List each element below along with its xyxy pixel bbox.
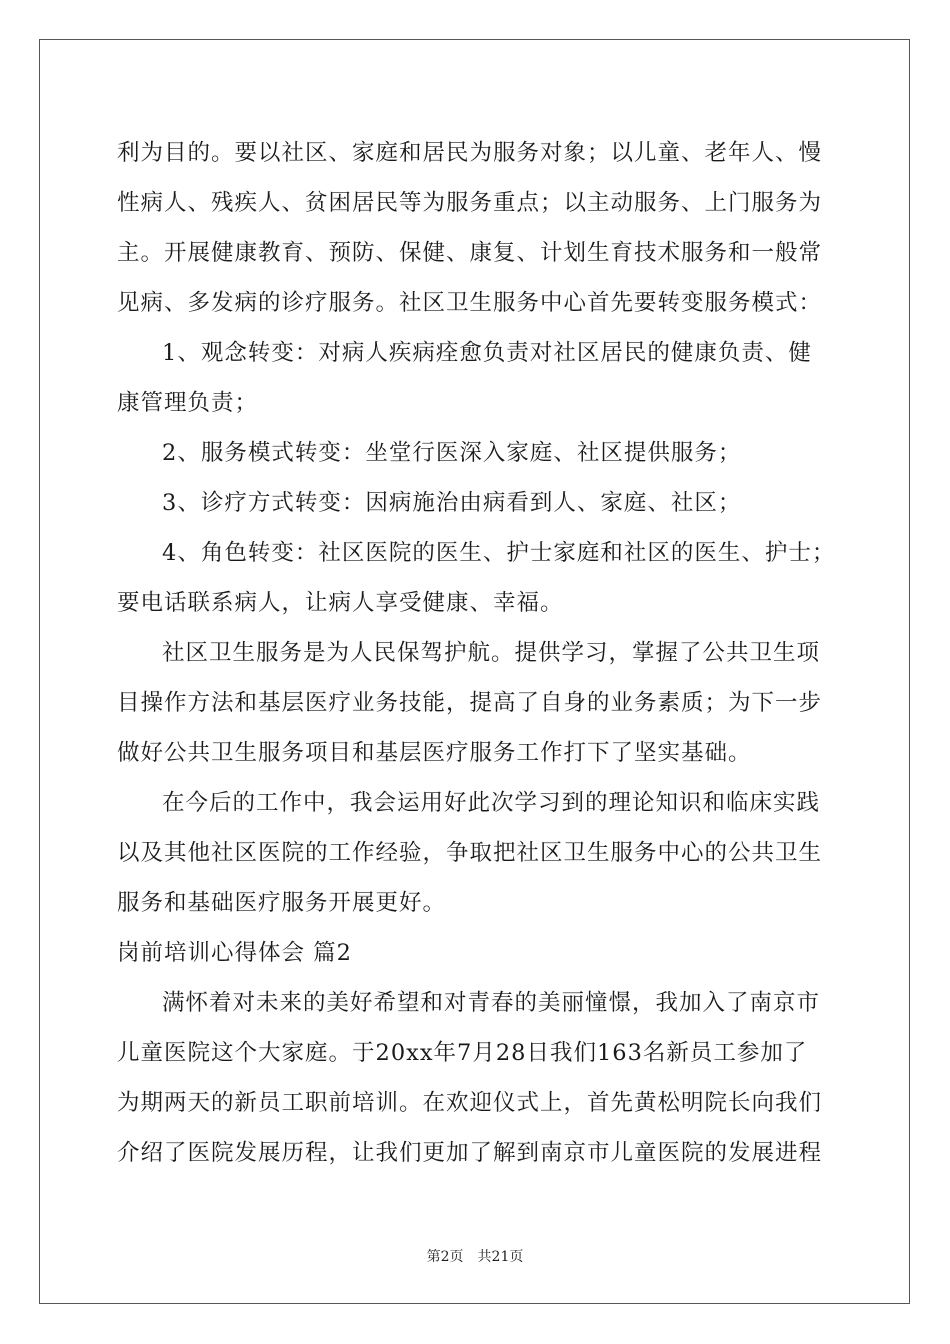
list-item-text: 3、诊疗方式转变：因病施治由病看到人、家庭、社区；	[162, 490, 742, 516]
text-line: 儿童医院这个大家庭。于20xx年7月28日我们163名新员工参加了	[117, 1040, 808, 1066]
text-line: 为期两天的新员工职前培训。在欢迎仪式上，首先黄松明院长向我们	[117, 1090, 823, 1116]
paragraph-start: 在今后的工作中，我会运用好此次学习到的理论知识和临床实践	[162, 790, 821, 816]
page-footer	[0, 1246, 950, 1266]
page-number: 第2页	[426, 1249, 464, 1265]
list-item-text: 4、角色转变：社区医院的医生、护士家庭和社区的医生、护士；	[162, 540, 836, 566]
list-item-text: 1、观念转变：对病人疾病痊愈负责对社区居民的健康负责、健	[162, 340, 812, 366]
section-heading: 岗前培训心得体会 篇2	[117, 940, 352, 966]
text-line: 介绍了医院发展历程，让我们更加了解到南京市儿童医院的发展进程	[117, 1140, 823, 1166]
list-item-text: 2、服务模式转变：坐堂行医深入家庭、社区提供服务；	[162, 440, 742, 466]
text-line: 以及其他社区医院的工作经验，争取把社区卫生服务中心的公共卫生	[117, 840, 823, 866]
paragraph-start: 满怀着对未来的美好希望和对青春的美丽憧憬，我加入了南京市	[162, 990, 821, 1016]
text-line: 服务和基础医疗服务开展更好。	[117, 890, 447, 916]
paragraph-start: 社区卫生服务是为人民保驾护航。提供学习，掌握了公共卫生项	[162, 640, 821, 666]
text-line: 主。开展健康教育、预防、保健、康复、计划生育技术服务和一般常	[117, 240, 823, 266]
text-line: 性病人、残疾人、贫困居民等为服务重点；以主动服务、上门服务为	[117, 190, 823, 216]
text-line: 要电话联系病人，让病人享受健康、幸福。	[117, 590, 564, 616]
page-total: 共21页	[477, 1249, 524, 1265]
text-line: 目操作方法和基层医疗业务技能，提高了自身的业务素质；为下一步	[117, 690, 823, 716]
text-line: 康管理负责；	[117, 390, 259, 416]
document-body	[117, 128, 835, 1178]
text-line: 做好公共卫生服务项目和基层医疗服务工作打下了坚实基础。	[117, 740, 752, 766]
text-line: 见病、多发病的诊疗服务。社区卫生服务中心首先要转变服务模式：	[117, 290, 823, 316]
text-line: 利为目的。要以社区、家庭和居民为服务对象；以儿童、老年人、慢	[117, 140, 823, 166]
